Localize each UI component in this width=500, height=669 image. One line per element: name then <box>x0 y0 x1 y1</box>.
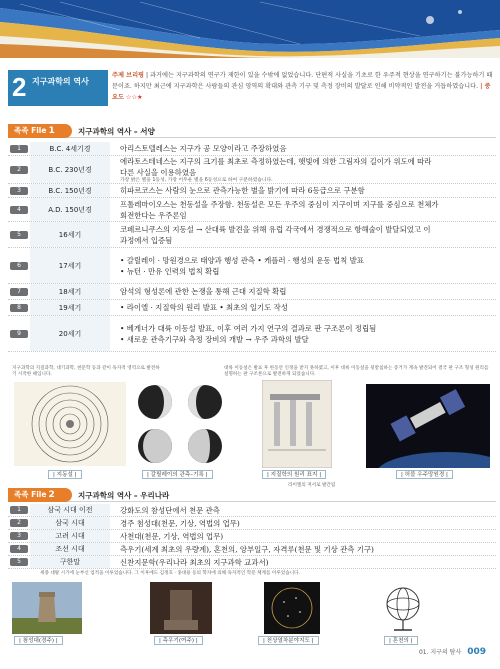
row-era: 17세기 <box>30 248 110 283</box>
table-row <box>8 316 496 352</box>
row-index: 4 <box>8 543 30 555</box>
row-description <box>110 198 496 221</box>
figure4-caption: | 허블 우주망원경 | <box>396 470 453 479</box>
figure3-caption: | 지질학의 원리 표지 | <box>262 470 326 479</box>
row-era: 조선 시대 <box>30 543 110 555</box>
table-row <box>8 300 496 316</box>
note-right: 대륙 이동설은 발표 후 한동안 인정을 받지 못하였고, 이후 대륙 이동설을 뒷받침하는 증거가 계속 발견되어 결국 판 구조 형성 원리를 설명하는 판 구조론으로 발전하게 되었습니다. <box>224 366 489 377</box>
description-line: • 뉴턴 · 만유 인력의 법칙 확립 <box>120 266 220 276</box>
row-era: 구한말 <box>30 556 110 568</box>
description-line: • 베게너가 대륙 이동설 발표, 이후 여러 가지 연구의 결과로 판 구조론이 정립됨 <box>120 323 377 333</box>
row-era: 19세기 <box>30 300 110 315</box>
table-row <box>8 284 496 300</box>
row-era: 삼국 시대 이전 <box>30 504 110 516</box>
file1-header <box>8 124 496 138</box>
description-line: 강화도의 참성단에서 천문 관측 <box>120 505 220 515</box>
row-description <box>110 300 496 315</box>
table-row <box>8 156 496 184</box>
figure1-caption: | 지동설 | <box>48 470 82 479</box>
importance-stars: ☆☆★ <box>125 94 143 101</box>
row-era: B.C. 230년경 <box>30 156 110 183</box>
row-index: 8 <box>8 300 30 315</box>
importance-label: | 중요도 <box>112 83 491 101</box>
page-footer <box>419 647 486 657</box>
summary-lead: 주제 브리핑 <box>112 72 145 79</box>
table-row <box>8 530 496 543</box>
file2-note: 세종 대왕 시기에 눈부신 업적을 이루었습니다. 그 이후에도 김정호 · 홍대용 등의 학자에 의해 독자적인 학문 체계를 이루었습니다. <box>40 571 300 576</box>
table-row <box>8 248 496 284</box>
description-line: 코페르니쿠스의 지동설 → 산대륙 발견을 위해 유럽 각국에서 경쟁적으로 항해술이 발달되었고 이 <box>120 224 431 234</box>
file2-tag: 족족 File 2 <box>8 488 72 502</box>
row-description <box>110 556 496 568</box>
table-row <box>8 184 496 198</box>
row-index: 5 <box>8 556 30 568</box>
section-title: 지구과학의 역사 <box>32 77 89 86</box>
row-era: B.C. 150년경 <box>30 184 110 197</box>
row-description <box>110 284 496 299</box>
row-description <box>110 222 496 247</box>
row-description <box>110 184 496 197</box>
description-line: 신찬지문학(우리나라 최초의 지구과학 교과서) <box>120 557 269 567</box>
file1-title: 지구과학의 역사 – 서양 <box>78 127 155 136</box>
table-row <box>8 556 496 569</box>
row-era: 고려 시대 <box>30 530 110 542</box>
row-index: 1 <box>8 142 30 155</box>
row-index: 3 <box>8 530 30 542</box>
table-row <box>8 504 496 517</box>
description-line: 경주 첨성대(천문, 기상, 역법의 업무) <box>120 518 240 528</box>
section-summary <box>112 70 494 108</box>
figure-star-map <box>264 582 320 634</box>
table-row <box>8 222 496 248</box>
row-description <box>110 248 496 283</box>
figure8-caption: | 혼천의 | <box>384 636 418 645</box>
row-index: 7 <box>8 284 30 299</box>
description-line: 에라토스테네스는 지구의 크기를 최초로 측정하였는데, 햇빛에 의한 그림자의 길이가 위도에 따라 <box>120 156 432 166</box>
figure-heliocentric <box>14 382 126 466</box>
page-banner <box>0 0 500 58</box>
section-number: 2 <box>12 72 27 102</box>
row-era: 20세기 <box>30 316 110 351</box>
row-index: 1 <box>8 504 30 516</box>
row-description <box>110 517 496 529</box>
row-index: 4 <box>8 198 30 221</box>
figure-armillary <box>372 582 434 634</box>
banner-illustration <box>0 0 500 58</box>
footer-chapter: 01. 지구의 탐사 <box>418 649 462 656</box>
description-line: 암석의 형성론에 관한 논쟁을 통해 근대 지질학 확립 <box>120 287 287 296</box>
table-row <box>8 198 496 222</box>
row-description <box>110 543 496 555</box>
description-line: • 갈릴레이 · 망원경으로 태양과 행성 관측 • 케플러 · 행성의 운동 법칙 발표 <box>120 255 364 265</box>
note-left: 지구과학의 지질과학, 대기과학, 천문학 등과 같이 독자적 영역으로 발전하기 시작한 때입니다. <box>12 366 160 377</box>
row-description <box>110 156 496 183</box>
row-index: 2 <box>8 517 30 529</box>
row-index: 6 <box>8 248 30 283</box>
description-line: 사천대(천문, 기상, 역법의 업무) <box>120 531 224 541</box>
file2-header <box>8 488 496 502</box>
row-description <box>110 504 496 516</box>
row-index: 5 <box>8 222 30 247</box>
row-description <box>110 142 496 155</box>
figure6-caption: | 측우기(여주) | <box>154 636 203 645</box>
figure3-subcaption: 라이엘의 저서로 발간됨 <box>288 483 336 488</box>
row-note: 가장 밝은 별을 1등성, 가장 어두운 별을 6등성으로 하여 구분하였습니다. <box>120 177 273 183</box>
row-era: 삼국 시대 <box>30 517 110 529</box>
table-row <box>8 142 496 156</box>
row-era: A.D. 150년경 <box>30 198 110 221</box>
table-row <box>8 517 496 530</box>
section-header <box>8 70 108 106</box>
row-index: 9 <box>8 316 30 351</box>
row-era: B.C. 4세기경 <box>30 142 110 155</box>
description-line: 아리스토텔레스는 지구가 공 모양이라고 주장하였음 <box>120 144 287 153</box>
figure2-caption: | 갈릴레이의 관측–기록 | <box>142 470 213 479</box>
row-index: 2 <box>8 156 30 183</box>
description-line: 회전한다는 우주론임 <box>120 210 187 220</box>
description-line: 히파르코스는 사람의 눈으로 관측가능한 별을 밝기에 따라 6등급으로 구분함 <box>120 186 365 195</box>
figure-cheomseongdae <box>12 582 82 634</box>
description-line: • 라이엘 · 지질학의 원리 발표 • 최초의 일기도 작성 <box>120 303 288 312</box>
page-number: 009 <box>467 647 486 657</box>
figure-hubble <box>366 384 490 468</box>
description-line: 프톨레마이오스는 천동설을 주장함. 천동설은 모든 우주의 중심이 지구이며 지구를 중심으로 천체가 <box>120 199 439 209</box>
figure-rain-gauge <box>150 582 212 634</box>
row-description <box>110 530 496 542</box>
summary-text: | 과거에는 지구과학의 연구가 제한이 있을 수밖에 없었습니다. 단편적 사실을 기초로 한 우주적 현상을 연구하기는 불가능하기 때문이죠. 하지만 최근에 지구과학은 사람들의 관심 영역의 확대와 관측 기구 및 측정 장비의 발달로 인해 비약적인 발전을 거듭하였습니다. <box>112 72 493 90</box>
figure5-caption: | 첨성대(경주) | <box>14 636 63 645</box>
row-description <box>110 316 496 351</box>
description-line: 과정에서 입증됨 <box>120 235 173 245</box>
file2-title: 지구과학의 역사 – 우리나라 <box>78 491 170 500</box>
description-line: • 새로운 관측기구와 측정 장비의 개발 → 우주 과학의 발달 <box>120 334 309 344</box>
description-line: 다른 사실을 이용하였음 <box>120 167 197 177</box>
row-index: 3 <box>8 184 30 197</box>
figure7-caption: | 천상열차분야지도 | <box>258 636 319 645</box>
figure-geology-cover <box>262 380 332 468</box>
row-era: 18세기 <box>30 284 110 299</box>
figure-galileo-moon <box>130 380 230 470</box>
table-row <box>8 543 496 556</box>
description-line: 측우기(세계 최초의 우량계), 혼천의, 앙부일구, 자격루(천문 및 기상 관측 기구) <box>120 544 374 554</box>
file1-tag: 족족 File 1 <box>8 124 72 138</box>
row-era: 16세기 <box>30 222 110 247</box>
